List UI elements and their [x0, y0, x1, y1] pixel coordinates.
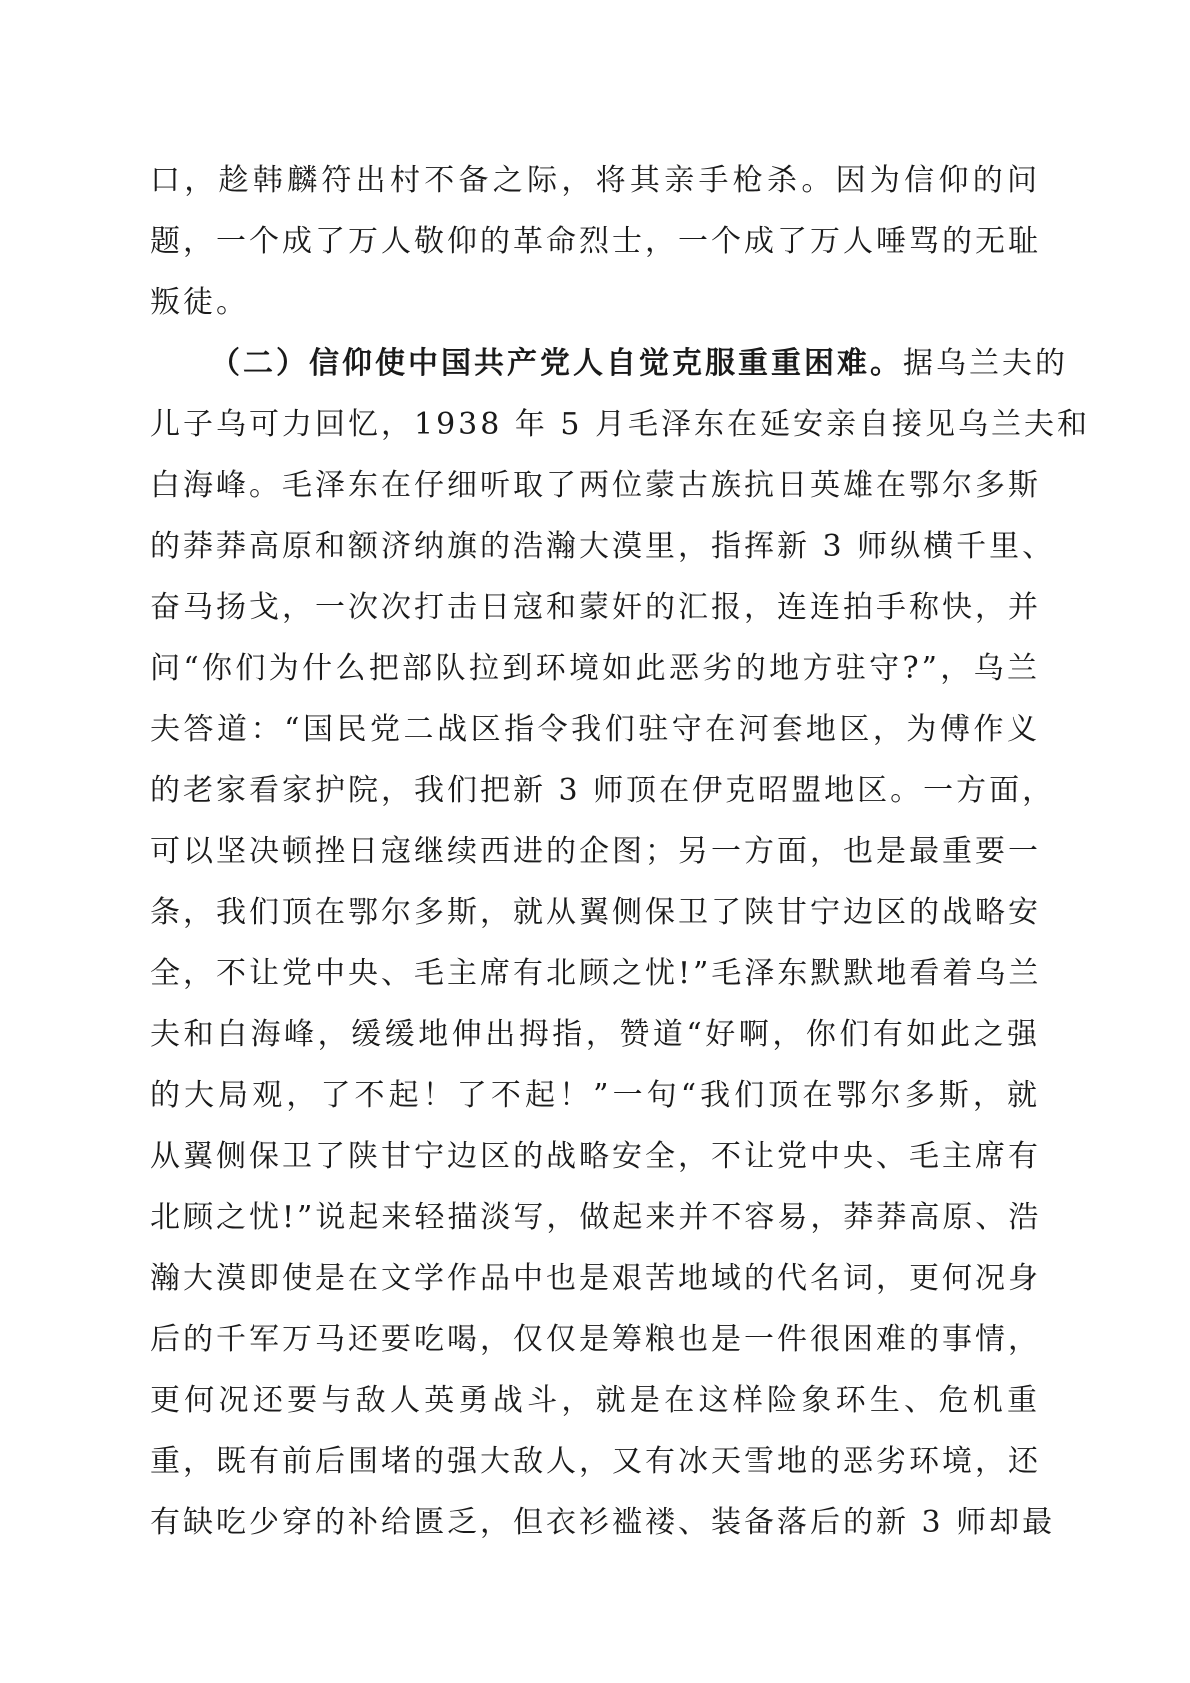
text-line: 的莽莽高原和额济纳旗的浩瀚大漠里，指挥新 3 师纵横千里、: [150, 529, 1056, 564]
text-line: 后的千军万马还要吃喝，仅仅是筹粮也是一件很困难的事情，: [150, 1322, 1041, 1357]
text-line: 夫和白海峰，缓缓地伸出拇指，赞道“好啊，你们有如此之强: [150, 1017, 1040, 1052]
text-line: 北顾之忧!”说起来轻描淡写，做起来并不容易，莽莽高原、浩: [150, 1200, 1042, 1235]
text-line: 白海峰。毛泽东在仔细听取了两位蒙古族抗日英雄在鄂尔多斯: [150, 468, 1041, 503]
paragraph-2: [150, 333, 1091, 1553]
paragraph-1: [150, 150, 1040, 333]
text-line: 问“你们为什么把部队拉到环境如此恶劣的地方驻守?”，乌兰: [150, 651, 1040, 686]
text-line: 儿子乌可力回忆，1938 年 5 月毛泽东在延安亲自接见乌兰夫和: [150, 407, 1091, 442]
text-line: 题，一个成了万人敬仰的革命烈士，一个成了万人唾骂的无耻: [150, 224, 1041, 259]
text-line: 的老家看家护院，我们把新 3 师顶在伊克昭盟地区。一方面，: [150, 773, 1056, 808]
section-heading: （二）信仰使中国共产党人自觉克服重重困难。: [210, 346, 903, 381]
text-line: 夫答道：“国民党二战区指令我们驻守在河套地区，为傅作义: [150, 712, 1040, 747]
text-line: 有缺吃少穿的补给匮乏，但衣衫褴褛、装备落后的新 3 师却最: [150, 1505, 1056, 1540]
text-line: 的大局观，了不起！了不起！”一句“我们顶在鄂尔多斯，就: [150, 1078, 1040, 1113]
document-page: [150, 150, 1091, 1553]
text-line: 叛徒。: [150, 285, 249, 320]
text-line: 条，我们顶在鄂尔多斯，就从翼侧保卫了陕甘宁边区的战略安: [150, 895, 1041, 930]
text-line: 瀚大漠即使是在文学作品中也是艰苦地域的代名词，更何况身: [150, 1261, 1041, 1296]
text-line: 全，不让党中央、毛主席有北顾之忧!”毛泽东默默地看着乌兰: [150, 956, 1042, 991]
text-line: [150, 333, 1068, 394]
text-line: 重，既有前后围堵的强大敌人，又有冰天雪地的恶劣环境，还: [150, 1444, 1041, 1479]
heading-line-rest: 据乌兰夫的: [903, 346, 1068, 381]
text-line: 口，趁韩麟符出村不备之际，将其亲手枪杀。因为信仰的问: [150, 163, 1040, 198]
text-line: 更何况还要与敌人英勇战斗，就是在这样险象环生、危机重: [150, 1383, 1040, 1418]
text-line: 可以坚决顿挫日寇继续西进的企图；另一方面，也是最重要一: [150, 834, 1041, 869]
text-line: 奋马扬戈，一次次打击日寇和蒙奸的汇报，连连拍手称快，并: [150, 590, 1041, 625]
text-line: 从翼侧保卫了陕甘宁边区的战略安全，不让党中央、毛主席有: [150, 1139, 1041, 1174]
